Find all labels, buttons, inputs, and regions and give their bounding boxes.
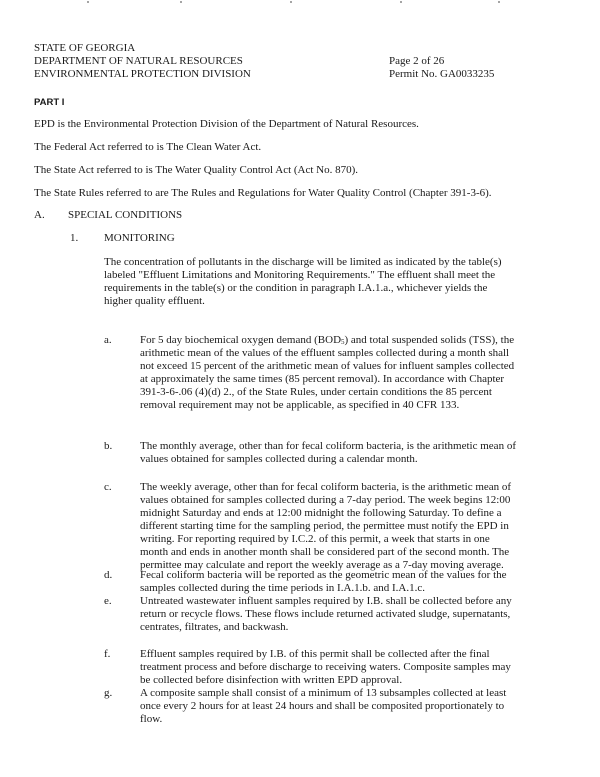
item-line: treatment process and before discharge to receiving waters. Composite samples may: [140, 661, 511, 673]
intro-line: The Federal Act referred to is The Clean Water Act.: [34, 141, 262, 153]
intro-line: EPD is the Environmental Protection Division of the Department of Natural Resources.: [34, 118, 419, 130]
item-line: removal requirement may not be applicable, as specified in 40 CFR 133.: [140, 399, 460, 411]
item-line: permittee may calculate and report the weekly average as a 7-day moving average.: [140, 559, 504, 571]
paragraph-line: The concentration of pollutants in the discharge will be limited as indicated by the table(s): [104, 256, 502, 268]
item-text: [140, 687, 574, 726]
item-line: samples collected during the time periods in I.A.1.b. and I.A.1.c.: [140, 582, 426, 594]
item-label: b.: [104, 440, 113, 452]
item-text: [140, 648, 574, 687]
page-number: Page 2 of 26: [389, 55, 445, 67]
item-line: [140, 334, 574, 347]
item-line: at approximately the same times (85 percent removal). In accordance with Chapter: [140, 373, 505, 385]
item-text: [140, 334, 574, 412]
item-line-part: ) and total suspended solids (TSS), the: [344, 334, 515, 346]
monitoring-paragraph: [104, 256, 574, 308]
item-label: d.: [104, 569, 113, 581]
item-line: month and ends in another month shall be considered part of the second month. The: [140, 546, 510, 558]
subsection-title: MONITORING: [104, 232, 175, 244]
item-line: 391-3-6-.06 (4)(d) 2., of the State Rules, under certain conditions the 85 percent: [140, 386, 492, 398]
item-line: different starting time for the sampling period, the permittee must notify the EPD in: [140, 520, 509, 532]
item-text: [140, 595, 574, 634]
item-text: [140, 569, 574, 595]
item-line: values obtained for samples collected during a calendar month.: [140, 453, 418, 465]
item-line: Untreated wastewater influent samples required by I.B. shall be collected before any: [140, 595, 512, 607]
subscript: 5: [341, 338, 345, 346]
page-info-block: [389, 55, 564, 81]
item-line: The weekly average, other than for fecal coliform bacteria, is the arithmetic mean of: [140, 481, 512, 493]
agency-line: STATE OF GEORGIA: [34, 42, 136, 54]
item-line-part: For 5 day biochemical oxygen demand (BOD: [140, 334, 342, 346]
page-header: [34, 42, 564, 82]
agency-line: DEPARTMENT OF NATURAL RESOURCES: [34, 55, 243, 67]
item-line: flow.: [140, 713, 163, 725]
item-line: arithmetic mean of the values of the effluent samples collected during a month shall: [140, 347, 510, 359]
item-line: not exceed 15 percent of the arithmetic mean of values for influent samples collected: [140, 360, 515, 372]
section-letter: A.: [34, 209, 45, 221]
item-text: [140, 440, 574, 466]
item-line: once every 2 hours for at least 24 hours and shall be composited proportionately to: [140, 700, 505, 712]
item-line: midnight Saturday and ends at 12:00 midnight the following Saturday. To define a: [140, 507, 502, 519]
scan-dot: [400, 1, 402, 3]
scan-dot: [180, 1, 182, 3]
item-line: centrates, filtrates, and backwash.: [140, 621, 289, 633]
item-label: a.: [104, 334, 112, 346]
item-line: writing. For reporting required by I.C.2. of this permit, a week that starts in one: [140, 533, 490, 545]
item-label: c.: [104, 481, 112, 493]
scan-dot: [290, 1, 292, 3]
scan-dot: [87, 1, 89, 3]
item-line: A composite sample shall consist of a minimum of 13 subsamples collected at least: [140, 687, 507, 699]
item-line: values obtained for samples collected during a 7-day period. The week begins 12:00: [140, 494, 511, 506]
item-line: Fecal coliform bacteria will be reported as the geometric mean of the values for the: [140, 569, 507, 581]
agency-block: [34, 42, 354, 81]
paragraph-line: higher quality effluent.: [104, 295, 205, 307]
item-label: f.: [104, 648, 111, 660]
item-text: [140, 481, 574, 572]
paragraph-line: requirements in the table(s) or the condition in paragraph I.A.1.a., whichever yields the: [104, 282, 488, 294]
item-line: Effluent samples required by I.B. of this permit shall be collected after the final: [140, 648, 490, 660]
item-label: g.: [104, 687, 113, 699]
item-line: The monthly average, other than for fecal coliform bacteria, is the arithmetic mean of: [140, 440, 516, 452]
subsection-number: 1.: [70, 232, 79, 244]
intro-line: The State Act referred to is The Water Quality Control Act (Act No. 870).: [34, 164, 359, 176]
agency-line: ENVIRONMENTAL PROTECTION DIVISION: [34, 68, 251, 80]
permit-number: Permit No. GA0033235: [389, 68, 495, 80]
paragraph-line: labeled "Effluent Limitations and Monitoring Requirements." The effluent shall meet the: [104, 269, 496, 281]
scan-dot: [498, 1, 500, 3]
section-title: SPECIAL CONDITIONS: [68, 209, 183, 221]
scan-artifacts: [0, 0, 600, 6]
part-heading: PART I: [34, 97, 65, 108]
item-label: e.: [104, 595, 112, 607]
intro-line: The State Rules referred to are The Rules and Regulations for Water Quality Control (Chapter 391-3-6).: [34, 187, 492, 199]
item-line: return or recycle flows. These flows include returned activated sludge, supernatants,: [140, 608, 511, 620]
item-line: be collected before disinfection with written EPD approval.: [140, 674, 403, 686]
